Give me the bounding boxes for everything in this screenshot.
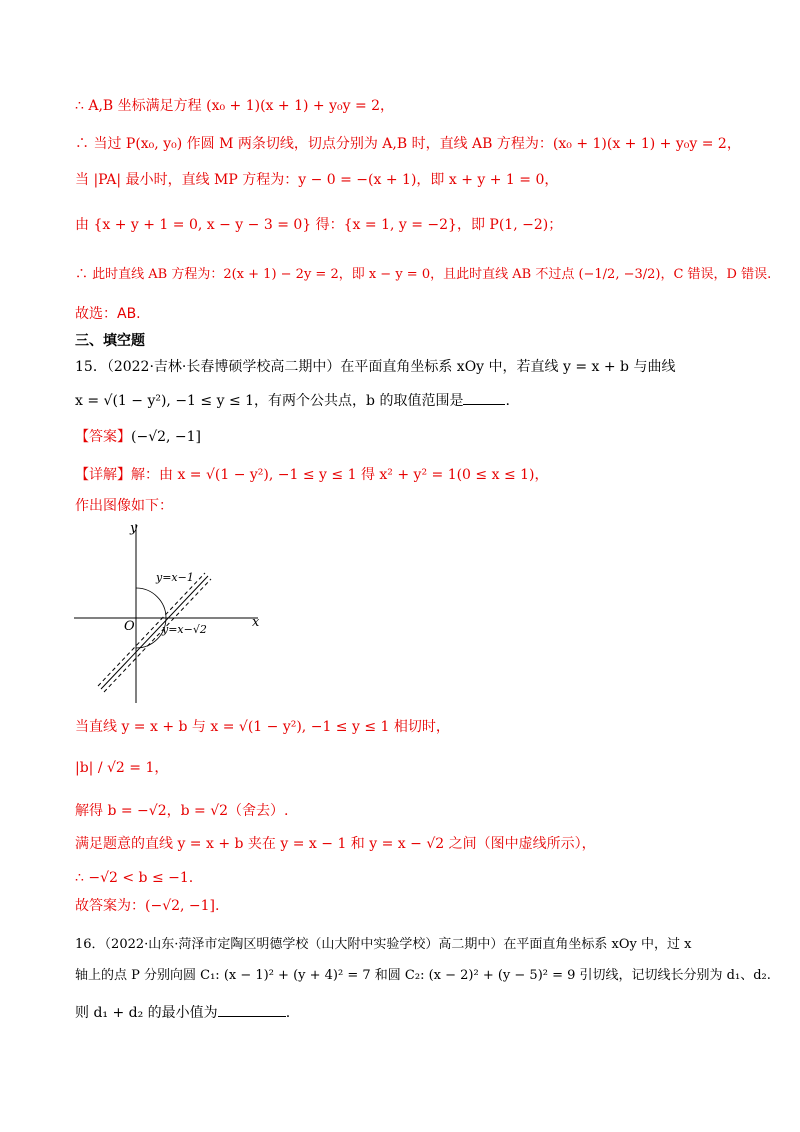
answer-value: (−√2, −1]	[131, 429, 202, 445]
question-16-text: 16．（2022·山东·菏泽市定陶区明德学校（山大附中实验学校）高二期中）在平面直角坐标系 xOy 中，过 x	[75, 937, 692, 952]
answer-blank	[463, 390, 505, 405]
text-line: 当 |PA| 最小时，直线 MP 方程为：y − 0 = −(x + 1)，即 x + y + 1 = 0，	[75, 172, 559, 188]
text-line: 满足题意的直线 y = x + b 夹在 y = x − 1 和 y = x − √2 之间（图中虚线所示），	[75, 836, 596, 852]
y-axis-label: y	[130, 521, 138, 536]
section-heading: 三、填空题	[75, 333, 145, 349]
graph-svg	[70, 518, 270, 708]
solution-line	[75, 465, 549, 485]
text-line: 解得 b = −√2，b = √2（舍去）.	[75, 803, 289, 819]
answer-line	[75, 427, 201, 447]
question-text: x = √(1 − y²), −1 ≤ y ≤ 1，有两个公共点，b 的取值范围是	[75, 393, 464, 409]
text-line: ∴ A,B 坐标满足方程 (x₀ + 1)(x + 1) + y₀y = 2，	[75, 98, 395, 114]
x-axis-label: x	[252, 615, 260, 630]
period: .	[505, 393, 510, 409]
lower-line-label: y=x−√2	[162, 623, 207, 636]
graph-figure	[70, 518, 270, 712]
question-text: 则 d₁ + d₂ 的最小值为	[75, 1005, 218, 1021]
question-16-text	[75, 1002, 290, 1023]
question-15-text	[75, 390, 510, 411]
question-15-text: 15．（2022·吉林·长春博硕学校高二期中）在平面直角坐标系 xOy 中，若直线 y = x + b 与曲线	[75, 359, 676, 375]
text-line: |b| / √2 = 1，	[75, 760, 169, 776]
text-line: 作出图像如下：	[75, 498, 173, 514]
question-16-text: 轴上的点 P 分别向圆 C₁: (x − 1)² + (y + 4)² = 7 和圆 C₂: (x − 2)² + (y − 5)² = 9 引切线，记切线长分别为 d₁、d₂.	[75, 968, 771, 983]
text-line: 由 {x + y + 1 = 0, x − y − 3 = 0} 得：{x = 1, y = −2}，即 P(1, −2)；	[75, 217, 563, 233]
text-line: 当直线 y = x + b 与 x = √(1 − y²), −1 ≤ y ≤ 1 相切时，	[75, 719, 450, 735]
text-line: 故答案为：(−√2, −1].	[75, 898, 220, 914]
answer-tag: 【答案】	[75, 429, 131, 445]
solution-tag: 【详解】	[75, 467, 131, 483]
answer-choice: 故选：AB.	[75, 306, 141, 322]
text-line: ∴ 此时直线 AB 方程为：2(x + 1) − 2y = 2，即 x − y = 0，且此时直线 AB 不过点 (−1/2, −3/2)，C 错误，D 错误.	[75, 267, 772, 282]
answer-blank	[218, 1002, 286, 1017]
solution-text: 解：由 x = √(1 − y²), −1 ≤ y ≤ 1 得 x² + y² = 1(0 ≤ x ≤ 1)，	[131, 467, 549, 483]
period: .	[285, 1005, 291, 1021]
text-line: ∴ −√2 < b ≤ −1.	[75, 870, 194, 886]
text-line: ∴ 当过 P(x₀, y₀) 作圆 M 两条切线，切点分别为 A,B 时，直线 AB 方程为：(x₀ + 1)(x + 1) + y₀y = 2，	[75, 136, 741, 152]
upper-line-label: y=x−1	[156, 571, 194, 584]
origin-label: O	[124, 619, 135, 634]
